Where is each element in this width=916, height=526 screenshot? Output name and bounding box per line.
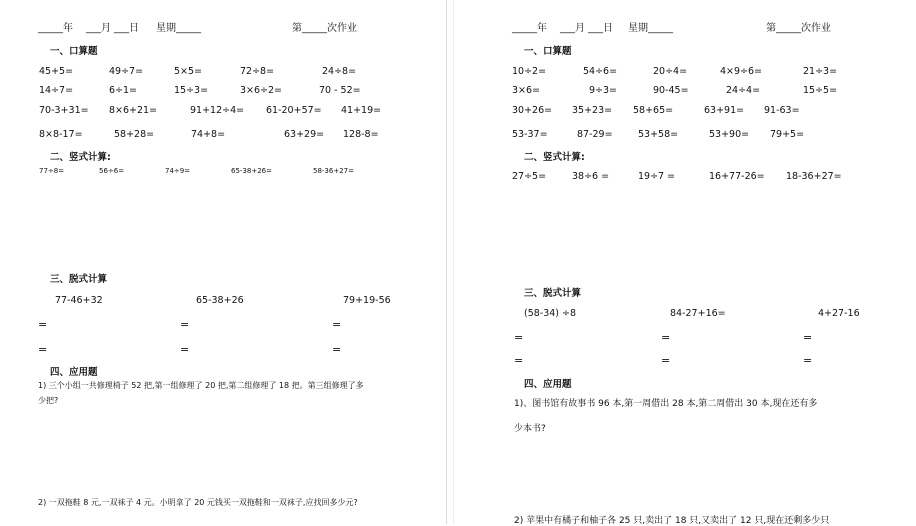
header-day: ___日: [114, 23, 139, 34]
oral-problem: 63+29=: [284, 129, 325, 140]
word-problem-2: 2) 一双拖鞋 8 元,一双袜子 4 元。小明拿了 20 元钱买一双拖鞋和一双袜子,应找回多少元?: [38, 498, 358, 507]
oral-problem: 79+5=: [770, 129, 805, 140]
header-session: 第_____次作业: [292, 23, 357, 34]
word-problem-1: 1) 三个小组一共修理椅子 52 把,第一组修理了 20 把,第二组修理了 18 把。第三组修理了多: [38, 381, 364, 390]
section-title-oral: 一、口算题: [50, 46, 98, 57]
section-title-word-problems: 四、应用题: [50, 367, 98, 378]
word-problem-1-cont: 少本书?: [514, 424, 546, 434]
oral-problem: 8×8-17=: [39, 129, 83, 140]
vertical-problem: 38÷6 =: [572, 171, 610, 182]
header-weekday: 星期_____: [156, 23, 201, 34]
header-session: 第_____次作业: [766, 23, 831, 34]
section-title-stepwise: 三、脱式计算: [50, 274, 108, 285]
header-year: _____年: [512, 23, 547, 34]
answer-equals: =: [803, 331, 813, 344]
stepwise-problem: 79+19-56: [343, 295, 391, 306]
section-title-vertical: 二、竖式计算:: [524, 152, 585, 163]
oral-problem: 3×6=: [512, 85, 541, 96]
oral-problem: 3×6÷2=: [240, 85, 283, 96]
oral-problem: 24÷4=: [726, 85, 761, 96]
answer-equals: =: [661, 331, 671, 344]
oral-problem: 41+19=: [341, 105, 382, 116]
oral-problem: 45+5=: [39, 66, 74, 77]
stepwise-problem: 77-46+32: [55, 295, 103, 306]
vertical-problem: 65-38+26=: [231, 167, 272, 175]
section-title-word-problems: 四、应用题: [524, 379, 572, 390]
word-problem-2-partial: 2) 苹果中有橘子和柚子各 25 只,卖出了 18 只,又卖出了 12 只,现在还剩多少只: [514, 516, 830, 526]
header-month: ___月: [86, 23, 111, 34]
header-year: _____年: [38, 23, 73, 34]
oral-problem: 74+8=: [191, 129, 226, 140]
oral-problem: 54÷6=: [583, 66, 618, 77]
oral-problem: 15÷5=: [803, 85, 838, 96]
oral-problem: 91-63=: [764, 105, 800, 116]
oral-problem: 10÷2=: [512, 66, 547, 77]
stepwise-problem: 4+27-16: [818, 308, 860, 319]
vertical-problem: 19÷7 =: [638, 171, 676, 182]
page-divider-shadow: [453, 0, 454, 524]
oral-problem: 90-45=: [653, 85, 689, 96]
oral-problem: 91+12÷4=: [190, 105, 245, 116]
oral-problem: 5×5=: [174, 66, 203, 77]
oral-problem: 4×9÷6=: [720, 66, 763, 77]
answer-equals: =: [661, 354, 671, 367]
oral-problem: 9÷3=: [589, 85, 618, 96]
oral-problem: 58+28=: [114, 129, 155, 140]
answer-equals: =: [38, 343, 48, 356]
answer-equals: =: [514, 331, 524, 344]
stepwise-problem: (58-34) ÷8: [524, 308, 577, 319]
section-title-stepwise: 三、脱式计算: [524, 288, 582, 299]
oral-problem: 63+91=: [704, 105, 745, 116]
oral-problem: 128-8=: [343, 129, 379, 140]
oral-problem: 61-20+57=: [266, 105, 322, 116]
oral-problem: 20÷4=: [653, 66, 688, 77]
oral-problem: 70-3+31=: [39, 105, 89, 116]
header-day: ___日: [588, 23, 613, 34]
stepwise-problem: 65-38+26: [196, 295, 244, 306]
oral-problem: 53-37=: [512, 129, 548, 140]
page-divider: [446, 0, 447, 524]
oral-problem: 49÷7=: [109, 66, 144, 77]
oral-problem: 58+65=: [633, 105, 674, 116]
word-problem-1-cont: 少把?: [38, 396, 59, 405]
oral-problem: 30+26=: [512, 105, 553, 116]
vertical-problem: 77÷8=: [39, 167, 65, 175]
vertical-problem: 56÷6=: [99, 167, 125, 175]
header-month: ___月: [560, 23, 585, 34]
oral-problem: 35+23=: [572, 105, 613, 116]
vertical-problem: 27÷5=: [512, 171, 547, 182]
stepwise-problem: 84-27+16=: [670, 308, 726, 319]
vertical-problem: 74÷9=: [165, 167, 191, 175]
section-title-vertical: 二、竖式计算:: [50, 152, 111, 163]
answer-equals: =: [180, 318, 190, 331]
oral-problem: 70 - 52=: [319, 85, 361, 96]
answer-equals: =: [332, 318, 342, 331]
vertical-problem: 58-36+27=: [313, 167, 354, 175]
word-problem-1: 1)、图书馆有故事书 96 本,第一周借出 28 本,第二周借出 30 本,现在还有多: [514, 399, 818, 409]
oral-problem: 21÷3=: [803, 66, 838, 77]
answer-equals: =: [514, 354, 524, 367]
vertical-problem: 18-36+27=: [786, 171, 842, 182]
header-weekday: 星期_____: [628, 23, 673, 34]
oral-problem: 15÷3=: [174, 85, 209, 96]
answer-equals: =: [180, 343, 190, 356]
oral-problem: 53+90=: [709, 129, 750, 140]
oral-problem: 72÷8=: [240, 66, 275, 77]
oral-problem: 14÷7=: [39, 85, 74, 96]
oral-problem: 24÷8=: [322, 66, 357, 77]
answer-equals: =: [332, 343, 342, 356]
answer-equals: =: [803, 354, 813, 367]
answer-equals: =: [38, 318, 48, 331]
vertical-problem: 16+77-26=: [709, 171, 765, 182]
oral-problem: 8×6+21=: [109, 105, 158, 116]
oral-problem: 6÷1=: [109, 85, 138, 96]
oral-problem: 87-29=: [577, 129, 613, 140]
section-title-oral: 一、口算题: [524, 46, 572, 57]
oral-problem: 53+58=: [638, 129, 679, 140]
